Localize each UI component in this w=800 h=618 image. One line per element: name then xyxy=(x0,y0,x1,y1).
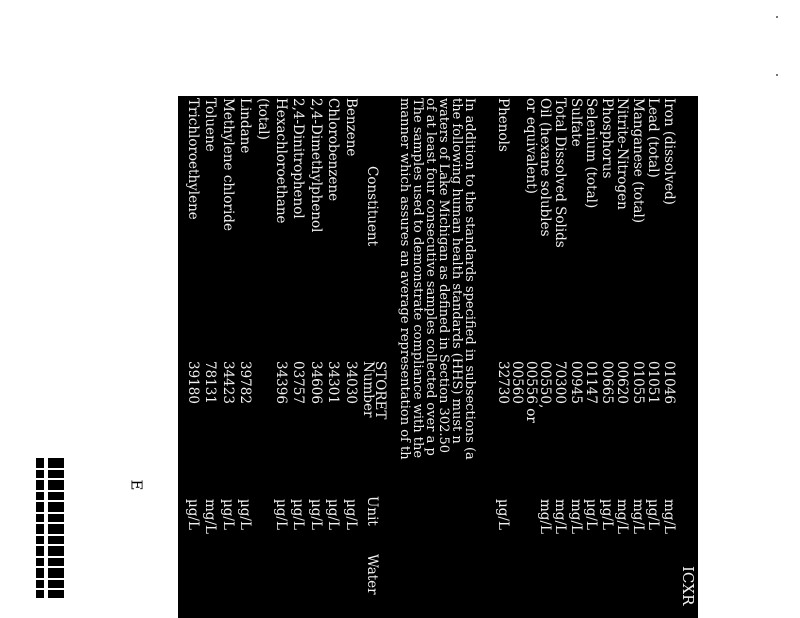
row-number: 03757 xyxy=(290,361,307,404)
row-unit: µg/L xyxy=(599,499,615,530)
paragraph-line: waters of Lake Michigan as defined in Section 302.50 xyxy=(436,98,451,454)
row-name: Trichloroethylene xyxy=(184,98,201,220)
row-number-cont2: 00560 xyxy=(509,361,525,404)
row-unit: mg/L xyxy=(568,499,584,534)
row-name: Lindane xyxy=(237,98,254,154)
row-unit: µg/L xyxy=(343,499,359,530)
col-header-water: Water xyxy=(364,554,380,595)
row-name: (total) xyxy=(255,98,271,140)
paragraph-line: the following human health standards (HHS) must n xyxy=(449,98,464,444)
row-unit: µg/L xyxy=(290,499,307,530)
row-name: Toluene xyxy=(202,98,219,152)
row-unit: mg/L xyxy=(537,499,553,534)
col-header-storet: STORET xyxy=(372,361,388,420)
scanned-page-region xyxy=(178,96,698,618)
row-number: 00945 xyxy=(568,361,584,404)
row-unit: mg/L xyxy=(630,499,646,534)
row-unit: µg/L xyxy=(645,499,662,530)
row-number: 01055 xyxy=(630,361,646,404)
row-number: 00550, xyxy=(537,361,553,409)
row-number-cont: 00556 or xyxy=(523,361,539,423)
row-number: 39782 xyxy=(237,361,254,404)
row-number: 00620 xyxy=(614,361,631,404)
row-number: 32730 xyxy=(495,361,511,404)
row-number: 78131 xyxy=(202,361,219,404)
speck xyxy=(776,74,778,76)
row-name: Selenium (total) xyxy=(583,98,600,209)
row-name: Methylene chloride xyxy=(219,98,236,231)
col-header-number: Number xyxy=(360,361,376,418)
speck xyxy=(776,16,778,18)
row-name: Phenols xyxy=(495,98,511,152)
row-name: Sulfate xyxy=(568,98,584,147)
row-unit: µg/L xyxy=(495,499,511,530)
row-unit: mg/L xyxy=(661,499,677,534)
row-unit: µg/L xyxy=(272,499,289,530)
header-fragment: ICXR xyxy=(679,566,697,606)
rotated-document-content xyxy=(178,96,698,618)
row-name: Phosphorus xyxy=(599,98,615,179)
row-unit: µg/L xyxy=(184,499,201,530)
row-number: 70300 xyxy=(552,361,569,404)
row-name: Nitrite-Nitrogen xyxy=(614,98,631,210)
row-unit: µg/L xyxy=(219,499,236,530)
margin-mark: E xyxy=(127,479,146,491)
barcode-stamp xyxy=(36,458,64,598)
row-number: 34423 xyxy=(219,361,236,404)
row-name: Benzene xyxy=(343,98,359,157)
row-name: Oil (hexane solubles xyxy=(537,98,553,237)
paragraph-line: manner which assures an average representation of th xyxy=(397,98,412,460)
row-unit: mg/L xyxy=(552,499,569,534)
row-unit: µg/L xyxy=(307,499,324,530)
row-name: Manganese (total) xyxy=(630,98,646,224)
row-number: 01147 xyxy=(583,361,600,404)
row-name: Total Dissolved Solids xyxy=(552,98,569,248)
row-name: 2,4-Dimethylphenol xyxy=(307,98,324,233)
row-number: 39180 xyxy=(184,361,201,404)
row-name: 2,4-Dinitrophenol xyxy=(290,98,307,219)
row-unit: mg/L xyxy=(202,499,219,534)
row-unit: mg/L xyxy=(614,499,631,534)
row-unit: µg/L xyxy=(325,499,342,530)
paragraph-line: In addition to the standards specified in subsections (a xyxy=(462,98,477,460)
row-number: 01046 xyxy=(661,361,677,404)
paragraph-line: of at least four consecutive samples collected over a p xyxy=(423,98,438,456)
row-name: Iron (dissolved) xyxy=(661,98,677,205)
row-number: 34606 xyxy=(307,361,324,404)
row-name: Hexachloroethane xyxy=(272,98,289,224)
row-number: 01051 xyxy=(645,361,662,404)
row-number: 00665 xyxy=(599,361,615,404)
row-unit: µg/L xyxy=(237,499,254,530)
col-header-constituent: Constituent xyxy=(364,166,380,247)
paragraph-line: The samples used to demonstrate compliance with the xyxy=(410,98,425,459)
row-number: 34030 xyxy=(343,361,359,404)
row-unit: µg/L xyxy=(583,499,600,530)
col-header-unit: Unit xyxy=(364,496,380,526)
row-name: Chlorobenzene xyxy=(325,98,342,202)
row-name-cont: or equivalent) xyxy=(523,98,539,194)
row-name: Lead (total) xyxy=(645,98,662,178)
row-number: 34301 xyxy=(325,361,342,404)
row-number: 34396 xyxy=(272,361,289,404)
